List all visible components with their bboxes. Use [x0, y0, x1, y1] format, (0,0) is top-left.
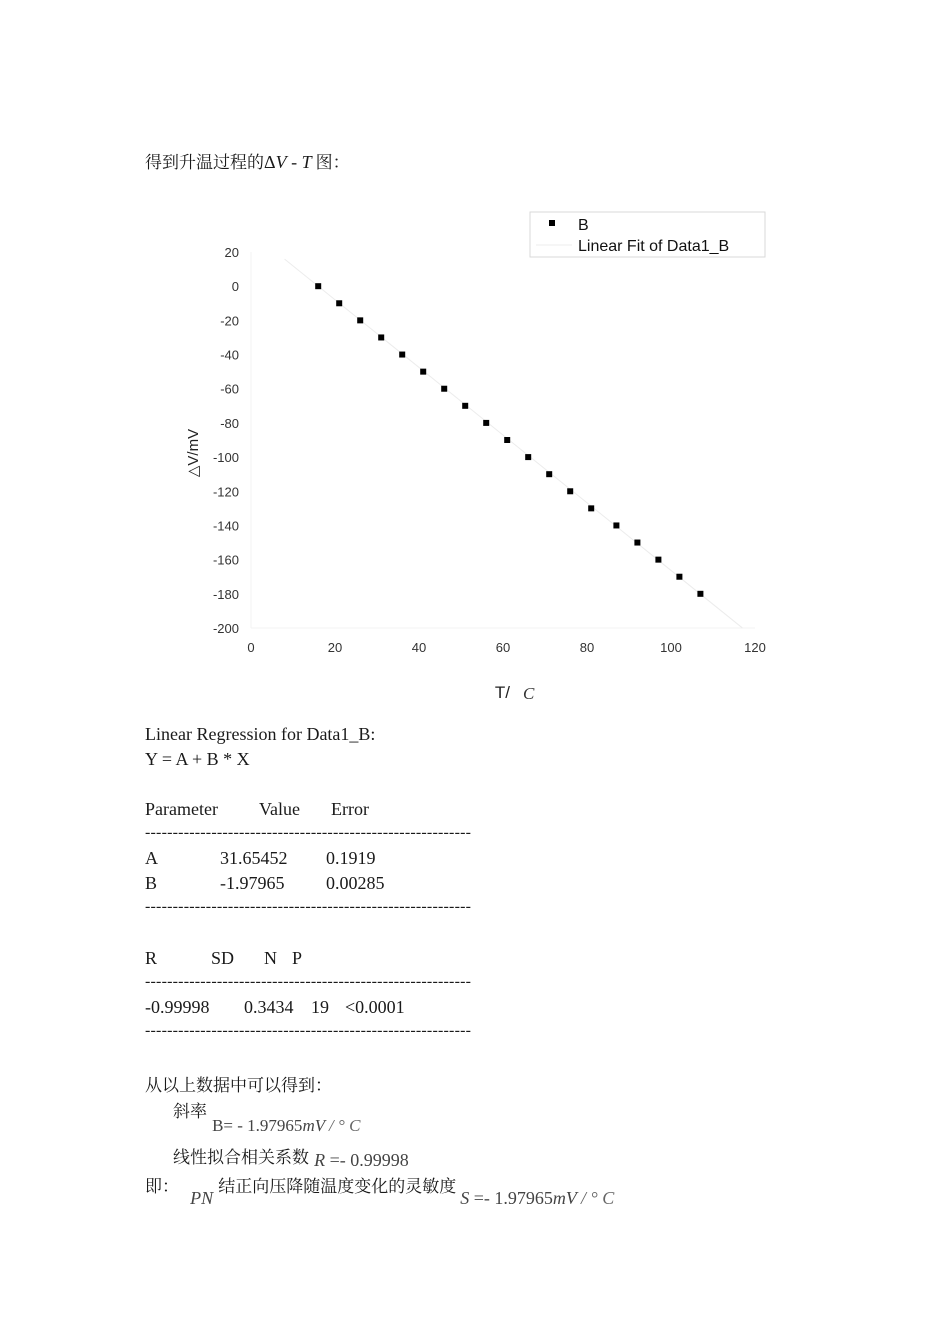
data-point — [676, 574, 682, 580]
stat-header-r: R — [145, 948, 158, 968]
formula-delta: Δ — [264, 152, 276, 172]
final-line — [145, 1172, 615, 1208]
legend — [530, 212, 765, 257]
data-point — [420, 369, 426, 375]
intro-suffix: 图： — [315, 153, 350, 173]
data-point — [399, 352, 405, 358]
fit-line-layer — [285, 259, 743, 628]
legend-marker-b — [549, 220, 555, 226]
x-tick-label: 60 — [495, 640, 511, 655]
separator-1: ----------------------------------------------------------- — [145, 824, 472, 841]
data-point — [613, 522, 619, 528]
stat-header — [145, 948, 303, 969]
conclusion-intro: 从以上数据中可以得到： — [145, 1076, 332, 1096]
data-point — [336, 300, 342, 306]
x-tick-label: 100 — [660, 640, 682, 655]
data-point — [567, 488, 573, 494]
x-tick-labels — [247, 640, 765, 655]
y-tick-labels — [213, 245, 239, 636]
y-tick-label: -200 — [212, 621, 239, 636]
data-point — [378, 334, 384, 340]
stat-header-n: N — [264, 948, 277, 968]
data-point — [634, 540, 640, 546]
x-tick-label: 40 — [411, 640, 427, 655]
y-tick-label: -60 — [220, 381, 239, 397]
param-header-value: Value — [259, 799, 300, 819]
param-header — [145, 799, 369, 820]
y-tick-label: -20 — [220, 313, 239, 329]
x-axis-label: T/ — [494, 683, 510, 702]
x-tick-label: 80 — [579, 640, 595, 655]
separator-2: ----------------------------------------------------------- — [145, 898, 472, 915]
stat-header-sd: SD — [211, 948, 235, 968]
data-point — [462, 403, 468, 409]
slope-label: 斜率 — [173, 1102, 207, 1122]
x-tick-label: 120 — [744, 640, 766, 655]
param-header-error: Error — [331, 799, 369, 819]
y-tick-label: -40 — [220, 347, 239, 363]
separator-4: ----------------------------------------------------------- — [145, 1022, 472, 1039]
slope-unit-rest: / ° C — [324, 1116, 361, 1135]
formula-dash: - — [286, 152, 302, 172]
formula-t: T — [301, 152, 312, 172]
y-tick-label: -180 — [212, 586, 239, 602]
final-pn: PN — [190, 1188, 214, 1208]
param-b-value: -1.97965 — [220, 873, 285, 893]
param-row-b — [145, 873, 385, 894]
final-value: =- 1.97965 — [469, 1188, 553, 1208]
separator-3: ----------------------------------------------------------- — [145, 973, 472, 990]
param-a-error: 0.1919 — [326, 848, 376, 868]
corr-r: R — [314, 1150, 326, 1170]
data-point — [697, 591, 703, 597]
fit-line — [285, 259, 743, 628]
param-row-a — [145, 848, 376, 869]
corr-value: =- 0.99998 — [325, 1150, 409, 1170]
regression-title: Linear Regression for Data1_B: — [145, 724, 376, 744]
x-axis-unit: C — [523, 684, 535, 703]
final-text: 结正向压降随温度变化的灵敏度 — [218, 1177, 457, 1197]
data-point — [504, 437, 510, 443]
data-point — [525, 454, 531, 460]
param-a-name: A — [145, 848, 158, 868]
y-tick-label: -140 — [212, 518, 239, 534]
y-tick-label: -120 — [212, 484, 239, 500]
corr-label: 线性拟合相关系数 — [173, 1148, 309, 1168]
data-point — [655, 557, 661, 563]
legend-label-b: B — [578, 217, 589, 234]
slope-value: B= - 1.97965 — [212, 1116, 303, 1135]
y-tick-label: -100 — [212, 450, 239, 466]
param-header-parameter: Parameter — [145, 799, 218, 819]
stat-sd: 0.3434 — [244, 997, 294, 1017]
data-point — [483, 420, 489, 426]
final-s: S — [460, 1188, 470, 1208]
stat-header-p: P — [292, 948, 303, 968]
data-point — [588, 505, 594, 511]
final-unit-mv: mV — [552, 1188, 577, 1208]
data-point — [315, 283, 321, 289]
y-axis-label: △V/mV — [185, 428, 202, 478]
x-tick-label: 0 — [247, 640, 255, 655]
intro-text: 得到升温过程的 — [145, 153, 264, 173]
legend-label-fit: Linear Fit of Data1_B — [578, 238, 730, 255]
y-tick-label: -160 — [212, 552, 239, 568]
regression-equation: Y = A + B * X — [145, 749, 250, 769]
stat-p: <0.0001 — [345, 997, 405, 1017]
final-prefix: 即： — [145, 1177, 179, 1197]
x-tick-label: 20 — [327, 640, 343, 655]
slope-unit-mv: mV — [302, 1116, 325, 1135]
stat-r: -0.99998 — [145, 997, 210, 1017]
final-unit-rest: / ° C — [576, 1188, 615, 1208]
data-point — [357, 317, 363, 323]
param-a-value: 31.65452 — [220, 848, 288, 868]
data-point — [441, 386, 447, 392]
stat-row — [145, 997, 405, 1018]
plot-area — [251, 252, 755, 628]
correlation-line — [173, 1143, 409, 1168]
y-tick-label: 20 — [224, 245, 239, 260]
y-tick-label: 0 — [231, 279, 239, 295]
param-b-error: 0.00285 — [326, 873, 385, 893]
slope-line — [173, 1097, 361, 1135]
data-point — [546, 471, 552, 477]
stat-n: 19 — [311, 997, 329, 1017]
y-tick-label: -80 — [220, 415, 239, 431]
param-b-name: B — [145, 873, 158, 893]
formula-v: V — [275, 152, 287, 172]
